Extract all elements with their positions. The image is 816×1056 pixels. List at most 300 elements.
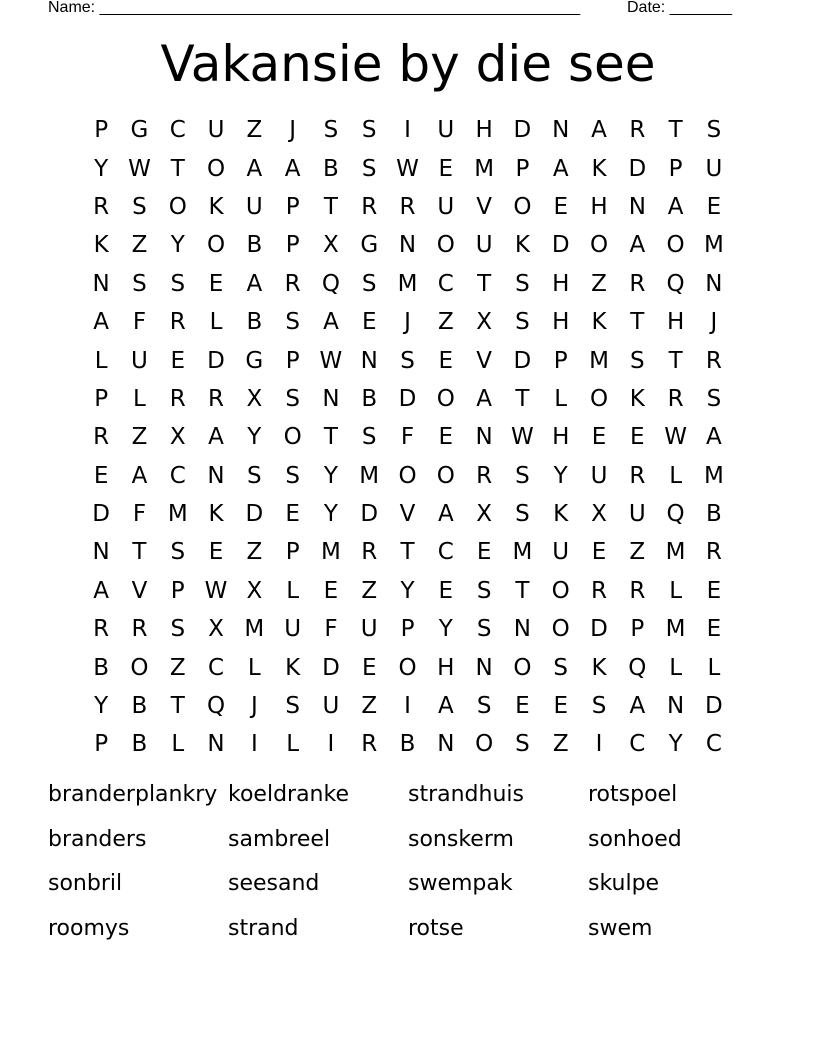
grid-letter: A xyxy=(246,155,263,182)
grid-letter: P xyxy=(515,155,530,182)
grid-letter: X xyxy=(208,616,224,643)
grid-letter: H xyxy=(666,309,685,336)
grid-letter: D xyxy=(513,347,532,374)
grid-letter: A xyxy=(629,693,646,720)
grid-letter: N xyxy=(207,731,225,758)
grid-letter: J xyxy=(250,693,258,720)
word-list-item: strandhuis xyxy=(408,782,524,807)
grid-letter: N xyxy=(705,270,723,297)
grid-letter: U xyxy=(437,193,455,220)
grid-letter: L xyxy=(247,654,261,681)
grid-letter: R xyxy=(284,270,301,297)
grid-letter: N xyxy=(322,385,340,412)
grid-letter: H xyxy=(590,193,608,220)
grid-letter: P xyxy=(94,117,109,144)
grid-letter: Z xyxy=(246,117,263,144)
grid-letter: W xyxy=(664,424,687,451)
grid-letter: O xyxy=(551,577,570,604)
grid-letter: E xyxy=(706,577,722,604)
grid-letter: B xyxy=(246,309,263,336)
grid-row xyxy=(82,303,734,341)
grid-letter: U xyxy=(322,693,340,720)
grid-letter: L xyxy=(209,309,223,336)
grid-letter: O xyxy=(589,232,609,259)
grid-letter: O xyxy=(666,232,685,259)
grid-letter: D xyxy=(513,117,532,144)
grid-letter: N xyxy=(92,539,110,566)
grid-letter: J xyxy=(710,309,718,336)
grid-letter: K xyxy=(591,155,607,182)
grid-letter: T xyxy=(668,117,683,144)
grid-letter: G xyxy=(130,117,149,144)
grid-letter: A xyxy=(246,270,263,297)
grid-letter: D xyxy=(551,232,570,259)
grid-letter: U xyxy=(207,117,225,144)
grid-letter: U xyxy=(284,616,302,643)
grid-letter: S xyxy=(285,693,300,720)
grid-letter: D xyxy=(322,654,340,681)
grid-letter: P xyxy=(630,616,645,643)
grid-letter: M xyxy=(589,347,609,374)
grid-letter: O xyxy=(283,424,302,451)
grid-letter: R xyxy=(591,577,607,604)
grid-letter: Q xyxy=(666,501,685,528)
grid-letter: D xyxy=(92,501,110,528)
grid-letter: R xyxy=(361,731,378,758)
grid-letter: C xyxy=(629,731,646,758)
grid-letter: Q xyxy=(206,693,226,720)
grid-letter: K xyxy=(93,232,109,259)
word-list-item: seesand xyxy=(228,871,320,897)
grid-row xyxy=(82,226,734,264)
grid-letter: H xyxy=(475,117,493,144)
grid-letter: N xyxy=(628,193,646,220)
grid-letter: S xyxy=(476,693,492,720)
grid-letter: S xyxy=(285,309,300,336)
grid-letter: G xyxy=(245,347,264,374)
grid-row xyxy=(82,457,734,495)
grid-letter: F xyxy=(324,616,338,643)
grid-letter: N xyxy=(513,616,532,643)
word-list-item: rotspoel xyxy=(588,782,678,807)
grid-row xyxy=(82,533,734,571)
grid-letter: W xyxy=(319,347,343,374)
grid-letter: T xyxy=(400,539,415,566)
grid-letter: S xyxy=(515,731,530,758)
grid-letter: L xyxy=(171,731,185,758)
grid-letter: S xyxy=(706,385,722,412)
grid-letter: L xyxy=(669,577,683,604)
grid-letter: C xyxy=(437,539,454,566)
grid-letter: N xyxy=(666,693,685,720)
grid-letter: D xyxy=(360,501,379,528)
grid-letter: S xyxy=(591,693,607,720)
grid-letter: T xyxy=(630,309,645,336)
grid-letter: X xyxy=(246,577,263,604)
grid-letter: Z xyxy=(629,539,646,566)
grid-letter: S xyxy=(361,117,377,144)
grid-letter: A xyxy=(323,309,339,336)
grid-letter: I xyxy=(327,731,335,758)
grid-letter: R xyxy=(705,347,722,374)
grid-letter: W xyxy=(128,155,151,182)
grid-letter: W xyxy=(396,155,419,182)
grid-letter: E xyxy=(361,654,377,681)
grid-letter: Z xyxy=(591,270,607,297)
grid-letter: K xyxy=(208,193,224,220)
grid-letter: Q xyxy=(666,270,685,297)
grid-row xyxy=(82,610,734,648)
grid-letter: Z xyxy=(131,424,148,451)
grid-letter: L xyxy=(669,462,683,489)
grid-letter: V xyxy=(399,501,416,528)
grid-letter: E xyxy=(476,539,492,566)
grid-letter: R xyxy=(93,616,110,643)
grid-letter: N xyxy=(398,232,417,259)
grid-letter: B xyxy=(131,731,148,758)
grid-letter: E xyxy=(706,193,722,220)
grid-letter: B xyxy=(706,501,722,528)
grid-letter: N xyxy=(475,424,493,451)
name-field-label: Name: ______________________________________________________ xyxy=(48,0,581,16)
grid-row xyxy=(82,265,734,303)
grid-letter: X xyxy=(246,385,263,412)
grid-letter: Q xyxy=(321,270,340,297)
grid-letter: N xyxy=(552,117,570,144)
grid-letter: E xyxy=(93,462,109,489)
grid-letter: D xyxy=(590,616,608,643)
grid-letter: P xyxy=(285,347,300,374)
grid-letter: S xyxy=(400,347,415,374)
grid-letter: O xyxy=(589,385,609,412)
grid-letter: S xyxy=(515,270,530,297)
grid-letter: S xyxy=(361,155,377,182)
grid-row xyxy=(82,572,734,610)
grid-letter: H xyxy=(552,270,570,297)
grid-letter: C xyxy=(437,270,454,297)
grid-letter: B xyxy=(246,232,263,259)
grid-letter: K xyxy=(514,232,530,259)
grid-letter: T xyxy=(515,385,530,412)
grid-letter: A xyxy=(437,693,454,720)
grid-letter: I xyxy=(404,117,411,144)
grid-letter: R xyxy=(131,616,148,643)
grid-letter: H xyxy=(552,309,570,336)
grid-letter: E xyxy=(591,424,607,451)
grid-letter: U xyxy=(245,193,263,220)
date-field-label: Date: _______ xyxy=(627,0,732,16)
grid-letter: S xyxy=(515,501,530,528)
grid-letter: A xyxy=(208,424,224,451)
grid-letter: C xyxy=(169,462,186,489)
grid-letter: C xyxy=(705,731,722,758)
grid-row xyxy=(82,380,734,418)
grid-letter: N xyxy=(437,731,455,758)
grid-letter: E xyxy=(553,693,568,720)
grid-letter: M xyxy=(359,462,380,489)
grid-row xyxy=(82,111,734,149)
grid-letter: U xyxy=(475,232,493,259)
grid-letter: U xyxy=(437,117,455,144)
grid-letter: X xyxy=(169,424,186,451)
grid-letter: Z xyxy=(246,539,263,566)
grid-letter: P xyxy=(668,155,683,182)
grid-letter: E xyxy=(170,347,186,374)
grid-letter: O xyxy=(398,462,417,489)
grid-letter: S xyxy=(553,654,569,681)
grid-letter: A xyxy=(629,232,646,259)
grid-letter: K xyxy=(591,309,607,336)
grid-letter: U xyxy=(131,347,148,374)
grid-letter: T xyxy=(668,347,683,374)
grid-letter: K xyxy=(591,654,607,681)
grid-letter: M xyxy=(512,539,533,566)
grid-letter: C xyxy=(208,654,225,681)
grid-letter: Y xyxy=(323,462,338,489)
grid-letter: U xyxy=(552,539,570,566)
grid-letter: O xyxy=(206,155,226,182)
grid-letter: O xyxy=(436,385,455,412)
grid-letter: C xyxy=(169,117,186,144)
word-list-item: swem xyxy=(588,916,653,942)
grid-letter: S xyxy=(247,462,262,489)
grid-letter: F xyxy=(132,309,147,336)
grid-letter: S xyxy=(170,616,186,643)
grid-letter: Y xyxy=(247,424,262,451)
grid-letter: R xyxy=(361,539,378,566)
grid-letter: N xyxy=(360,347,378,374)
grid-letter: S xyxy=(515,462,530,489)
grid-letter: A xyxy=(476,385,492,412)
grid-letter: R xyxy=(399,193,416,220)
grid-letter: A xyxy=(131,462,148,489)
word-list-item: koeldranke xyxy=(228,782,349,807)
grid-letter: M xyxy=(321,539,341,566)
grid-letter: L xyxy=(133,385,146,412)
grid-letter: T xyxy=(323,193,338,220)
grid-letter: S xyxy=(706,117,722,144)
grid-letter: B xyxy=(131,693,148,720)
grid-row xyxy=(82,648,734,686)
grid-letter: I xyxy=(404,693,411,720)
grid-letter: M xyxy=(167,501,188,528)
grid-letter: L xyxy=(669,654,683,681)
grid-letter: B xyxy=(399,731,416,758)
grid-letter: L xyxy=(707,654,721,681)
word-list xyxy=(48,775,768,954)
grid-letter: G xyxy=(360,232,379,259)
grid-letter: Z xyxy=(437,309,454,336)
word-list-item: sonhoed xyxy=(588,826,682,852)
grid-letter: R xyxy=(629,462,646,489)
grid-letter: K xyxy=(553,501,569,528)
grid-letter: E xyxy=(630,424,645,451)
grid-letter: Z xyxy=(131,232,148,259)
grid-letter: S xyxy=(285,385,300,412)
grid-letter: Z xyxy=(361,577,378,604)
grid-letter: O xyxy=(551,616,570,643)
puzzle-title: Vakansie by die see xyxy=(160,35,656,93)
grid-letter: Y xyxy=(400,577,415,604)
grid-letter: Y xyxy=(553,462,568,489)
grid-letter: P xyxy=(553,347,568,374)
grid-letter: T xyxy=(515,577,530,604)
grid-row xyxy=(82,418,734,456)
grid-letter: Y xyxy=(323,501,338,528)
grid-letter: D xyxy=(245,501,264,528)
grid-letter: Z xyxy=(552,731,569,758)
grid-letter: H xyxy=(437,654,455,681)
grid-letter: A xyxy=(93,309,110,336)
grid-letter: Z xyxy=(361,693,378,720)
grid-letter: S xyxy=(132,270,147,297)
grid-letter: B xyxy=(323,155,339,182)
grid-letter: J xyxy=(404,309,411,336)
word-search-grid xyxy=(82,111,734,764)
grid-letter: D xyxy=(628,155,647,182)
grid-letter: D xyxy=(207,347,225,374)
grid-letter: I xyxy=(250,731,258,758)
grid-row xyxy=(82,341,734,379)
grid-letter: B xyxy=(93,654,110,681)
grid-letter: A xyxy=(552,155,569,182)
grid-letter: X xyxy=(476,309,492,336)
grid-letter: R xyxy=(629,577,646,604)
grid-letter: L xyxy=(94,347,108,374)
grid-letter: V xyxy=(476,193,492,220)
grid-letter: M xyxy=(665,539,686,566)
grid-letter: V xyxy=(131,577,148,604)
grid-letter: I xyxy=(595,731,603,758)
grid-letter: U xyxy=(628,501,646,528)
grid-letter: X xyxy=(323,232,339,259)
grid-letter: X xyxy=(476,501,492,528)
grid-letter: S xyxy=(515,309,530,336)
grid-row xyxy=(82,149,734,187)
grid-letter: K xyxy=(208,501,224,528)
grid-letter: V xyxy=(476,347,492,374)
grid-letter: E xyxy=(323,577,339,604)
grid-letter: P xyxy=(170,577,185,604)
grid-letter: Z xyxy=(169,654,186,681)
grid-letter: S xyxy=(361,424,377,451)
grid-letter: S xyxy=(323,117,339,144)
grid-letter: O xyxy=(206,232,226,259)
grid-letter: L xyxy=(554,385,568,412)
grid-letter: U xyxy=(590,462,608,489)
grid-letter: O xyxy=(168,193,187,220)
grid-letter: S xyxy=(170,270,186,297)
grid-letter: R xyxy=(93,424,110,451)
word-list-item: rotse xyxy=(408,916,464,942)
grid-letter: A xyxy=(93,577,110,604)
grid-letter: O xyxy=(436,462,455,489)
grid-letter: N xyxy=(475,654,493,681)
grid-row xyxy=(82,725,734,763)
grid-letter: P xyxy=(94,731,109,758)
grid-letter: A xyxy=(591,117,607,144)
word-list-item: strand xyxy=(228,916,299,942)
word-list-item: roomys xyxy=(48,916,130,942)
word-list-item: sambreel xyxy=(228,826,331,852)
grid-letter: R xyxy=(629,117,646,144)
grid-letter: M xyxy=(397,270,418,297)
grid-letter: E xyxy=(515,693,530,720)
grid-letter: A xyxy=(284,155,301,182)
grid-letter: R xyxy=(629,270,646,297)
grid-letter: S xyxy=(170,539,186,566)
grid-letter: R xyxy=(667,385,684,412)
grid-letter: M xyxy=(244,616,265,643)
grid-letter: R xyxy=(705,539,722,566)
grid-letter: O xyxy=(513,193,532,220)
grid-letter: A xyxy=(706,424,722,451)
grid-letter: F xyxy=(132,501,147,528)
grid-letter: J xyxy=(289,117,297,144)
grid-letter: O xyxy=(513,654,532,681)
grid-row xyxy=(82,687,734,725)
grid-letter: D xyxy=(398,385,417,412)
grid-letter: E xyxy=(208,539,224,566)
grid-letter: S xyxy=(476,616,492,643)
grid-letter: E xyxy=(438,347,454,374)
grid-letter: R xyxy=(169,385,186,412)
grid-letter: R xyxy=(476,462,493,489)
grid-letter: K xyxy=(285,654,301,681)
grid-letter: L xyxy=(286,577,300,604)
grid-letter: Y xyxy=(668,731,683,758)
grid-letter: T xyxy=(323,424,338,451)
word-list-item: skulpe xyxy=(588,871,660,897)
grid-letter: A xyxy=(667,193,684,220)
grid-letter: W xyxy=(511,424,534,451)
grid-letter: U xyxy=(360,616,378,643)
grid-letter: M xyxy=(703,232,724,259)
grid-letter: T xyxy=(132,539,147,566)
grid-letter: T xyxy=(170,155,185,182)
word-list-item: branders xyxy=(48,826,147,852)
word-list-item: branderplankry xyxy=(48,782,218,807)
word-list-item: swempak xyxy=(408,871,513,897)
grid-letter: Y xyxy=(438,616,453,643)
grid-letter: P xyxy=(94,385,109,412)
grid-letter: L xyxy=(286,731,300,758)
grid-letter: M xyxy=(665,616,686,643)
grid-letter: D xyxy=(705,693,723,720)
grid-letter: E xyxy=(553,193,568,220)
grid-letter: R xyxy=(361,193,378,220)
grid-letter: O xyxy=(398,654,417,681)
grid-letter: E xyxy=(208,270,224,297)
grid-letter: Q xyxy=(628,654,647,681)
grid-letter: S xyxy=(132,193,147,220)
grid-letter: B xyxy=(361,385,378,412)
grid-letter: E xyxy=(706,616,722,643)
grid-letter: S xyxy=(361,270,377,297)
grid-letter: X xyxy=(591,501,607,528)
grid-letter: M xyxy=(703,462,724,489)
grid-letter: P xyxy=(285,232,300,259)
grid-letter: K xyxy=(629,385,645,412)
grid-row xyxy=(82,495,734,533)
grid-letter: N xyxy=(207,462,225,489)
grid-letter: P xyxy=(285,539,300,566)
grid-letter: M xyxy=(474,155,495,182)
grid-letter: H xyxy=(552,424,570,451)
grid-letter: R xyxy=(208,385,225,412)
grid-letter: E xyxy=(438,424,454,451)
grid-letter: O xyxy=(130,654,149,681)
